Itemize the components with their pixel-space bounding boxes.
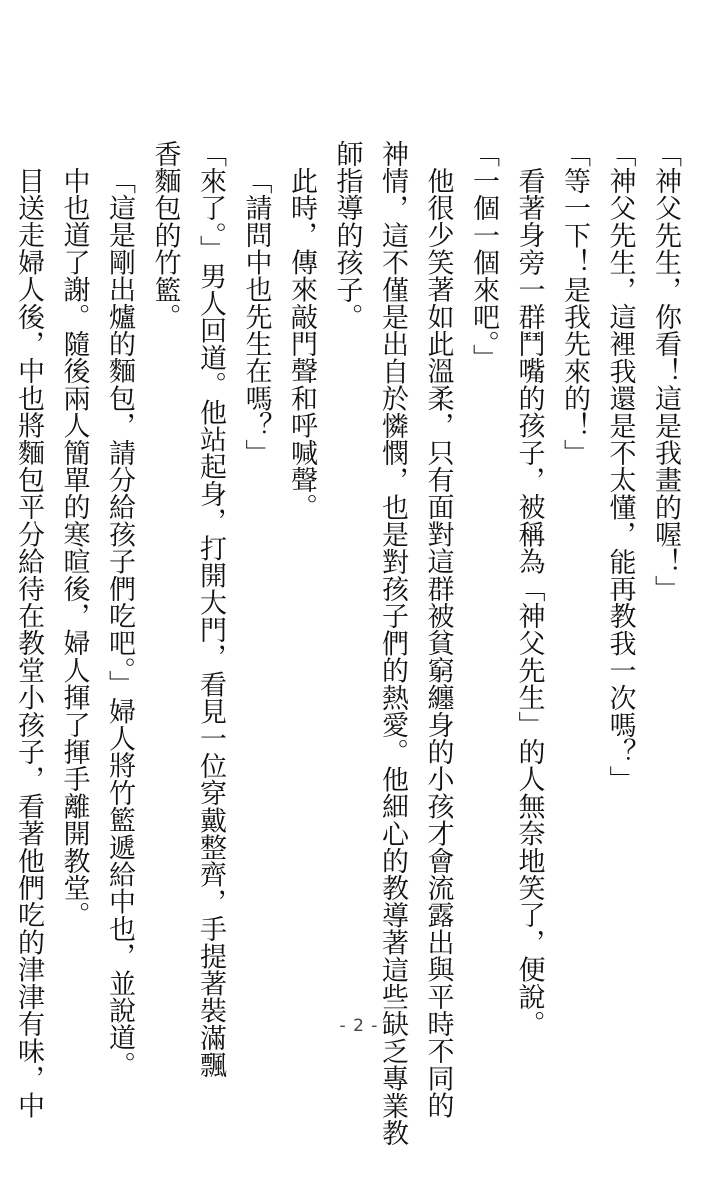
page-number: - 2 -: [339, 1016, 379, 1036]
text-line: 中也道了謝。隨後兩人簡單的寒暄後，婦人揮了揮手離開教堂。: [58, 167, 90, 929]
text-line: 「來了。」男人回道。他站起身，打開大門，看見一位穿戴整齊，手提著裝滿飄: [195, 140, 226, 1079]
text-line: 「一個一個來吧。」: [468, 140, 499, 372]
text-line: 「這是剛出爐的麵包，請分給孩子們吃吧。」婦人將竹籃遞給中也，並說道。: [104, 167, 135, 1079]
text-line: 「等一下！是我先來的！」: [559, 140, 590, 467]
text-line: [0, 140, 6, 1020]
text-line: 此時，傳來敲門聲和呼喊聲。: [286, 167, 317, 521]
text-line: 香麵包的竹籃。: [149, 140, 181, 331]
text-line: 看著身旁一群鬥嘴的孩子，被稱為「神父先生」的人無奈地笑了，便說。: [513, 167, 545, 1038]
text-line: 目送走婦人後，中也將麵包平分給待在教堂小孩子，看著他們吃的津津有味，中: [13, 167, 44, 1119]
text-line: 他很少笑著如此溫柔，只有面對這群被貧窮纏身的小孩才會流露出與平時不同的: [422, 167, 454, 1119]
text-line: 神情，這不僅是出自於憐憫，也是對孩子們的熱愛。他細心的教導著這些缺乏專業教: [377, 140, 408, 1147]
text-line: 師指導的孩子。: [331, 140, 363, 331]
text-line: 「請問中也先生在嗎？」: [240, 167, 272, 467]
vertical-text-body: [13, 140, 688, 1147]
text-line: 「神父先生，你看！這是我畫的喔！」: [650, 140, 681, 603]
text-line: 「神父先生，這裡我還是不太懂，能再教我一次嗎？」: [604, 140, 636, 793]
